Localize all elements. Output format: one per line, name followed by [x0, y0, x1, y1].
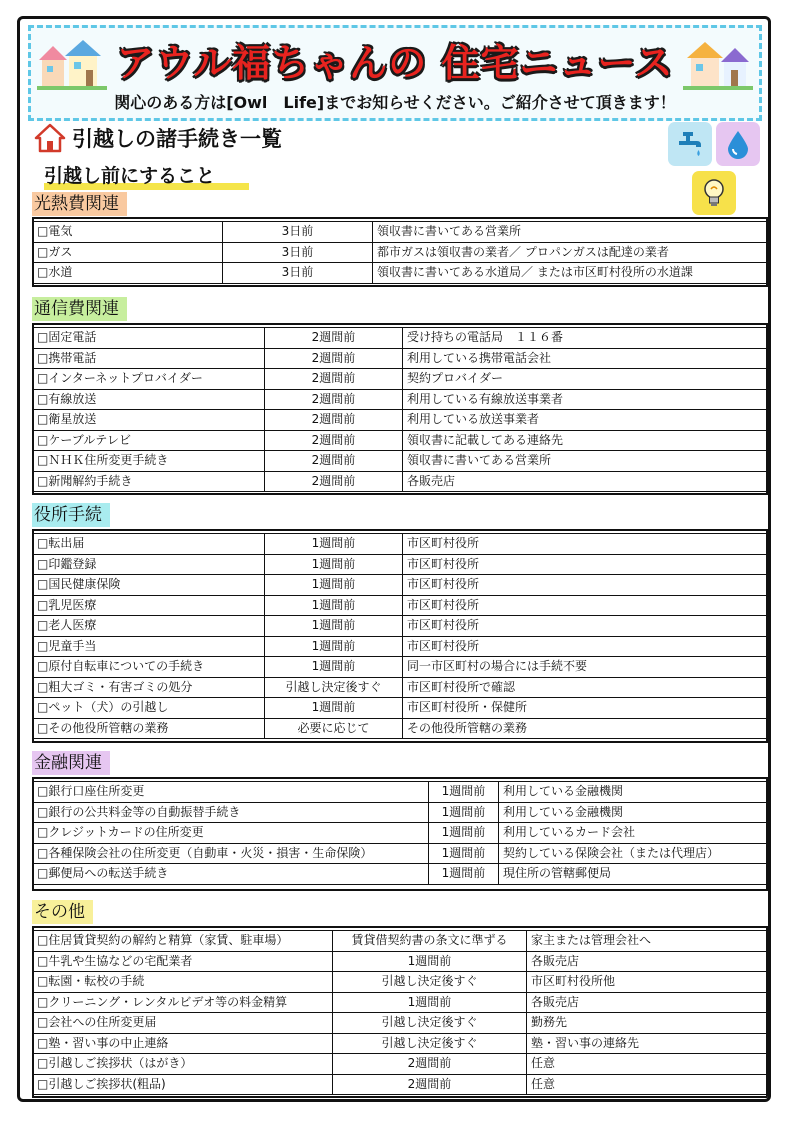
item-name: □水道: [33, 263, 223, 284]
table-row: [33, 677, 769, 698]
item-timing: 引越し決定後すぐ: [265, 677, 403, 698]
page-title-text: 引越しの諸手続き一覧: [72, 127, 282, 151]
table-row: [33, 972, 769, 993]
section-label-municipal: 役所手続: [32, 503, 110, 527]
document-page: [17, 16, 771, 1102]
item-timing: 1週間前: [265, 595, 403, 616]
item-name: □銀行の公共料金等の自動振替手続き: [33, 802, 429, 823]
item-timing: 1週間前: [265, 616, 403, 637]
item-contact: 市区町村役所: [403, 534, 769, 555]
item-timing: 1週間前: [265, 698, 403, 719]
item-name: □児童手当: [33, 636, 265, 657]
item-timing: 1週間前: [429, 864, 499, 885]
item-name: □粗大ゴミ・有害ゴミの処分: [33, 677, 265, 698]
table-row: [33, 1074, 769, 1095]
table-row: [33, 451, 769, 472]
item-timing: 1週間前: [265, 636, 403, 657]
item-name: □ガス: [33, 242, 223, 263]
item-name: □乳児医療: [33, 595, 265, 616]
item-contact: 市区町村役所: [403, 616, 769, 637]
item-name: □各種保険会社の住所変更（自動車・火災・損害・生命保険）: [33, 843, 429, 864]
item-contact: 市区町村役所: [403, 554, 769, 575]
table-row: [33, 430, 769, 451]
item-contact: 市区町村役所・保健所: [403, 698, 769, 719]
table-row: [33, 951, 769, 972]
item-contact: 利用している有線放送事業者: [403, 389, 769, 410]
item-name: □原付自転車についての手続き: [33, 657, 265, 678]
item-contact: 市区町村役所で確認: [403, 677, 769, 698]
item-contact: 市区町村役所: [403, 575, 769, 596]
item-timing: 3日前: [223, 222, 373, 243]
item-contact: 各販売店: [527, 992, 769, 1013]
item-contact: 各販売店: [527, 951, 769, 972]
table-row: [33, 1033, 769, 1054]
table-row: [33, 222, 769, 243]
item-contact: 利用している金融機関: [499, 782, 769, 803]
table-row: [33, 802, 769, 823]
item-contact: 領収書に記載してある連絡先: [403, 430, 769, 451]
table-row: [33, 616, 769, 637]
header-banner: [28, 25, 762, 121]
table-row: [33, 1054, 769, 1075]
section-label-finance: 金融関連: [32, 751, 110, 775]
item-name: □印鑑登録: [33, 554, 265, 575]
item-name: □牛乳や生協などの宅配業者: [33, 951, 333, 972]
municipal-table: [32, 533, 769, 739]
item-name: □銀行口座住所変更: [33, 782, 429, 803]
item-name: □クレジットカードの住所変更: [33, 823, 429, 844]
item-contact: 受け持ちの電話局 １１６番: [403, 328, 769, 349]
table-row: [33, 718, 769, 739]
item-timing: 1週間前: [429, 782, 499, 803]
table-row: [33, 657, 769, 678]
table-row: [33, 534, 769, 555]
item-contact: 契約している保険会社（または代理店）: [499, 843, 769, 864]
table-row: [33, 864, 769, 885]
item-timing: 2週間前: [265, 389, 403, 410]
banner-title: アウル福ちゃんの 住宅ニュース: [116, 41, 674, 85]
item-timing: 引越し決定後すぐ: [333, 972, 527, 993]
item-name: □塾・習い事の中止連絡: [33, 1033, 333, 1054]
item-timing: 1週間前: [265, 575, 403, 596]
item-timing: 1週間前: [333, 951, 527, 972]
item-timing: 2週間前: [265, 430, 403, 451]
item-timing: 2週間前: [265, 471, 403, 492]
table-row: [33, 410, 769, 431]
item-contact: 家主または管理会社へ: [527, 931, 769, 952]
item-contact: 利用しているカード会社: [499, 823, 769, 844]
table-row: [33, 698, 769, 719]
house-icon: [34, 123, 66, 153]
item-contact: 市区町村役所: [403, 636, 769, 657]
item-name: □ケーブルテレビ: [33, 430, 265, 451]
item-contact: 任意: [527, 1074, 769, 1095]
item-name: □転出届: [33, 534, 265, 555]
item-name: □引越しご挨拶状（はがき）: [33, 1054, 333, 1075]
item-timing: 2週間前: [265, 451, 403, 472]
item-contact: 塾・習い事の連絡先: [527, 1033, 769, 1054]
table-row: [33, 263, 769, 284]
item-name: □携帯電話: [33, 348, 265, 369]
item-contact: 同一市区町村の場合には手続不要: [403, 657, 769, 678]
item-contact: 領収書に書いてある営業所: [403, 451, 769, 472]
item-timing: 1週間前: [429, 802, 499, 823]
item-name: □国民健康保険: [33, 575, 265, 596]
item-name: □クリーニング・レンタルビデオ等の料金精算: [33, 992, 333, 1013]
item-timing: 2週間前: [265, 369, 403, 390]
item-timing: 3日前: [223, 242, 373, 263]
other-table: [32, 930, 769, 1095]
item-name: □郵便局への転送手続き: [33, 864, 429, 885]
table-row: [33, 389, 769, 410]
section-label-telecom: 通信費関連: [32, 297, 127, 321]
item-contact: 領収書に書いてある水道局／ または市区町村役所の水道課: [373, 263, 769, 284]
item-contact: 都市ガスは領収書の業者／ プロパンガスは配達の業者: [373, 242, 769, 263]
item-timing: 1週間前: [265, 657, 403, 678]
item-timing: 必要に応じて: [265, 718, 403, 739]
item-name: □衛星放送: [33, 410, 265, 431]
item-timing: 1週間前: [333, 992, 527, 1013]
item-name: □有線放送: [33, 389, 265, 410]
telecom-table: [32, 327, 769, 492]
item-timing: 2週間前: [333, 1054, 527, 1075]
section-subheading: 引越し前にすること: [44, 161, 249, 190]
item-name: □引越しご挨拶状(粗品): [33, 1074, 333, 1095]
item-name: □電気: [33, 222, 223, 243]
item-name: □インターネットプロバイダー: [33, 369, 265, 390]
item-timing: 2週間前: [333, 1074, 527, 1095]
item-timing: 引越し決定後すぐ: [333, 1013, 527, 1034]
table-row: [33, 471, 769, 492]
item-contact: 市区町村役所他: [527, 972, 769, 993]
item-name: □転園・転校の手続: [33, 972, 333, 993]
table-row: [33, 575, 769, 596]
table-row: [33, 992, 769, 1013]
item-name: □固定電話: [33, 328, 265, 349]
item-name: □ＮＨＫ住所変更手続き: [33, 451, 265, 472]
item-timing: 引越し決定後すぐ: [333, 1033, 527, 1054]
item-name: □ペット（犬）の引越し: [33, 698, 265, 719]
table-row: [33, 782, 769, 803]
item-timing: 2週間前: [265, 410, 403, 431]
table-row: [33, 843, 769, 864]
item-timing: 1週間前: [265, 554, 403, 575]
item-contact: 利用している金融機関: [499, 802, 769, 823]
banner-subtitle: 関心のある方は[Owl Life]までお知らせください。ご紹介させて頂きます！: [114, 93, 676, 112]
item-name: □老人医療: [33, 616, 265, 637]
item-timing: 2週間前: [265, 328, 403, 349]
table-row: [33, 1013, 769, 1034]
table-row: [33, 242, 769, 263]
item-timing: 3日前: [223, 263, 373, 284]
table-row: [33, 348, 769, 369]
section-label-other: その他: [32, 900, 93, 924]
item-name: □新聞解約手続き: [33, 471, 265, 492]
item-contact: 市区町村役所: [403, 595, 769, 616]
item-name: □会社への住所変更届: [33, 1013, 333, 1034]
faucet-icon: [668, 122, 712, 166]
table-row: [33, 328, 769, 349]
item-contact: 契約プロバイダー: [403, 369, 769, 390]
item-contact: 利用している放送事業者: [403, 410, 769, 431]
utilities-table: [32, 221, 769, 284]
item-timing: 2週間前: [265, 348, 403, 369]
water-drop-icon: [716, 122, 760, 166]
item-contact: その他役所管轄の業務: [403, 718, 769, 739]
item-name: □住居賃貸契約の解約と精算（家賃、駐車場）: [33, 931, 333, 952]
houses-illustration-right: [683, 36, 753, 90]
item-contact: 各販売店: [403, 471, 769, 492]
item-contact: 勤務先: [527, 1013, 769, 1034]
item-timing: 1週間前: [429, 823, 499, 844]
item-contact: 領収書に書いてある営業所: [373, 222, 769, 243]
table-row: [33, 931, 769, 952]
table-row: [33, 595, 769, 616]
houses-illustration-left: [37, 36, 107, 90]
table-row: [33, 369, 769, 390]
table-row: [33, 636, 769, 657]
page-title: [34, 123, 282, 153]
item-contact: 現住所の管轄郵便局: [499, 864, 769, 885]
item-name: □その他役所管轄の業務: [33, 718, 265, 739]
finance-table: [32, 781, 769, 885]
table-row: [33, 823, 769, 844]
item-contact: 利用している携帯電話会社: [403, 348, 769, 369]
light-bulb-icon: [692, 171, 736, 215]
item-timing: 1週間前: [429, 843, 499, 864]
section-label-utilities: 光熱費関連: [32, 192, 127, 216]
item-contact: 任意: [527, 1054, 769, 1075]
item-timing: 1週間前: [265, 534, 403, 555]
item-timing: 賃貸借契約書の条文に準ずる: [333, 931, 527, 952]
table-row: [33, 554, 769, 575]
